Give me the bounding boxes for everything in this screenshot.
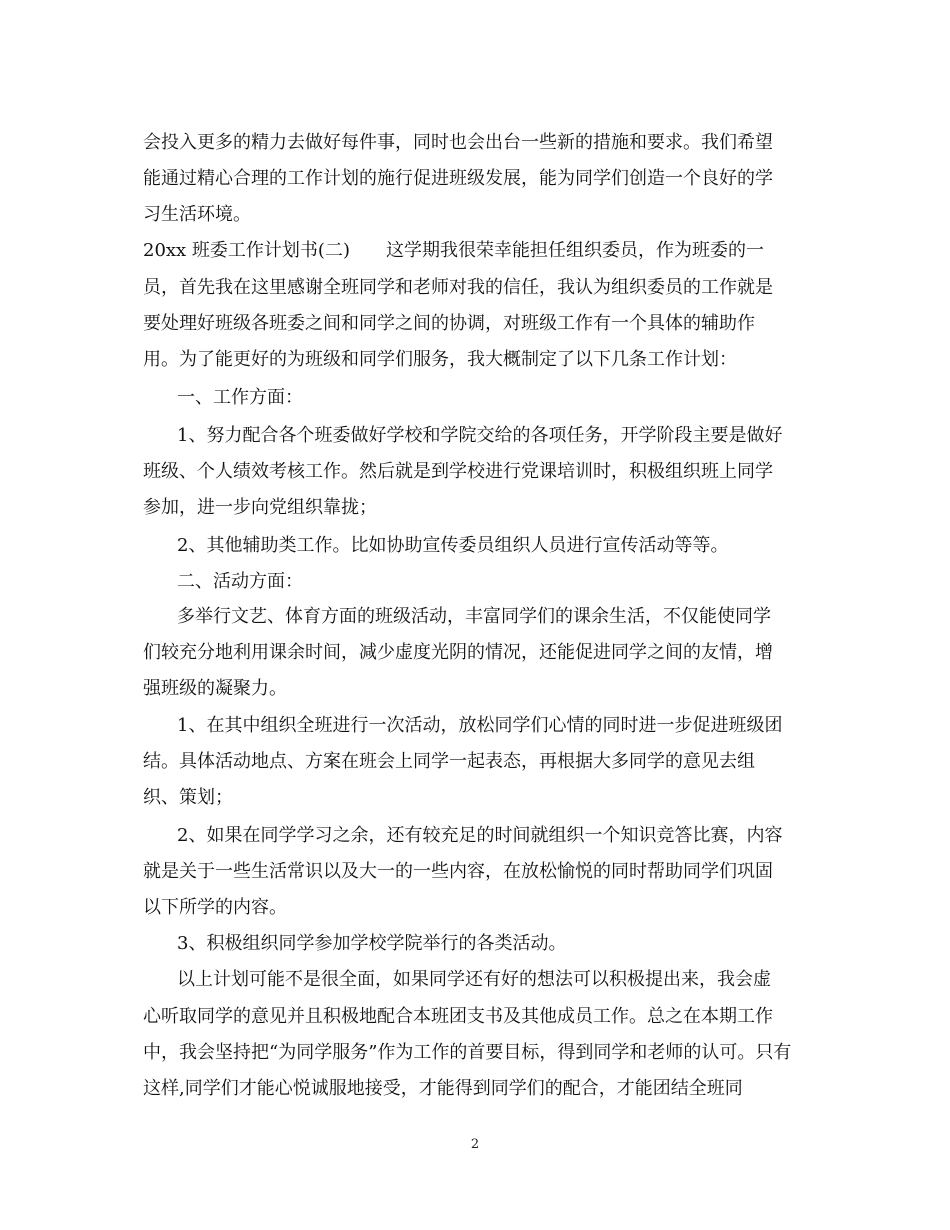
text-line: 这样,同学们才能心悦诚服地接受，才能得到同学们的配合，才能团结全班同 (143, 1078, 743, 1099)
text-line: 以下所学的内容。 (143, 897, 287, 918)
text-line: 3、积极组织同学参加学校学院举行的各类活动。 (177, 933, 567, 954)
text-line: 强班级的凝聚力。 (143, 678, 287, 699)
text-line: 织、策划； (143, 787, 233, 808)
text-line: 1、努力配合各个班委做好学校和学院交给的各项任务，开学阶段主要是做好 (177, 425, 783, 446)
text-line: 1、在其中组织全班进行一次活动，放松同学们心情的同时进一步促进班级团 (177, 715, 783, 736)
text-line: 2、如果在同学学习之余，还有较充足的时间就组织一个知识竞答比赛，内容 (177, 825, 783, 846)
text-line: 以上计划可能不是很全面，如果同学还有好的想法可以积极提出来，我会虚 (177, 969, 771, 990)
text-line: 们较充分地利用课余时间，减少虚度光阴的情况，还能促进同学之间的友情，增 (143, 642, 773, 663)
section-heading-line: 20xx 班委工作计划书(二) 这学期我很荣幸能担任组织委员，作为班委的一 (143, 240, 764, 261)
text-line: 要处理好班级各班委之间和同学之间的协调，对班级工作有一个具体的辅助作 (143, 313, 755, 334)
subheading-activities: 二、活动方面： (177, 571, 303, 592)
text-line: 参加，进一步向党组织靠拢； (143, 497, 377, 518)
subheading-work: 一、工作方面： (177, 387, 303, 408)
text-line: 多举行文艺、体育方面的班级活动，丰富同学们的课余生活，不仅能使同学 (177, 606, 771, 627)
text-line: 能通过精心合理的工作计划的施行促进班级发展，能为同学们创造一个良好的学 (143, 168, 773, 189)
page-number: 2 (470, 1137, 480, 1152)
text-line: 结。具体活动地点、方案在班会上同学一起表态，再根据大多同学的意见去组 (143, 751, 755, 772)
text-line: 心听取同学的意见并且积极地配合本班团支书及其他成员工作。总之在本期工作 (143, 1006, 773, 1027)
text-line: 就是关于一些生活常识以及大一的一些内容，在放松愉悦的同时帮助同学们巩固 (143, 861, 773, 882)
text-line: 中，我会坚持把“为同学服务”作为工作的首要目标，得到同学和老师的认可。只有 (143, 1042, 792, 1063)
text-line: 员，首先我在这里感谢全班同学和老师对我的信任，我认为组织委员的工作就是 (143, 277, 773, 298)
text-line: 习生活环境。 (143, 204, 251, 225)
text-line: 会投入更多的精力去做好每件事，同时也会出台一些新的措施和要求。我们希望 (143, 132, 773, 153)
text-line: 班级、个人绩效考核工作。然后就是到学校进行党课培训时，积极组织班上同学 (143, 461, 773, 482)
text-line: 2、其他辅助类工作。比如协助宣传委员组织人员进行宣传活动等等。 (177, 535, 729, 556)
text-line: 用。为了能更好的为班级和同学们服务，我大概制定了以下几条工作计划： (143, 349, 737, 370)
